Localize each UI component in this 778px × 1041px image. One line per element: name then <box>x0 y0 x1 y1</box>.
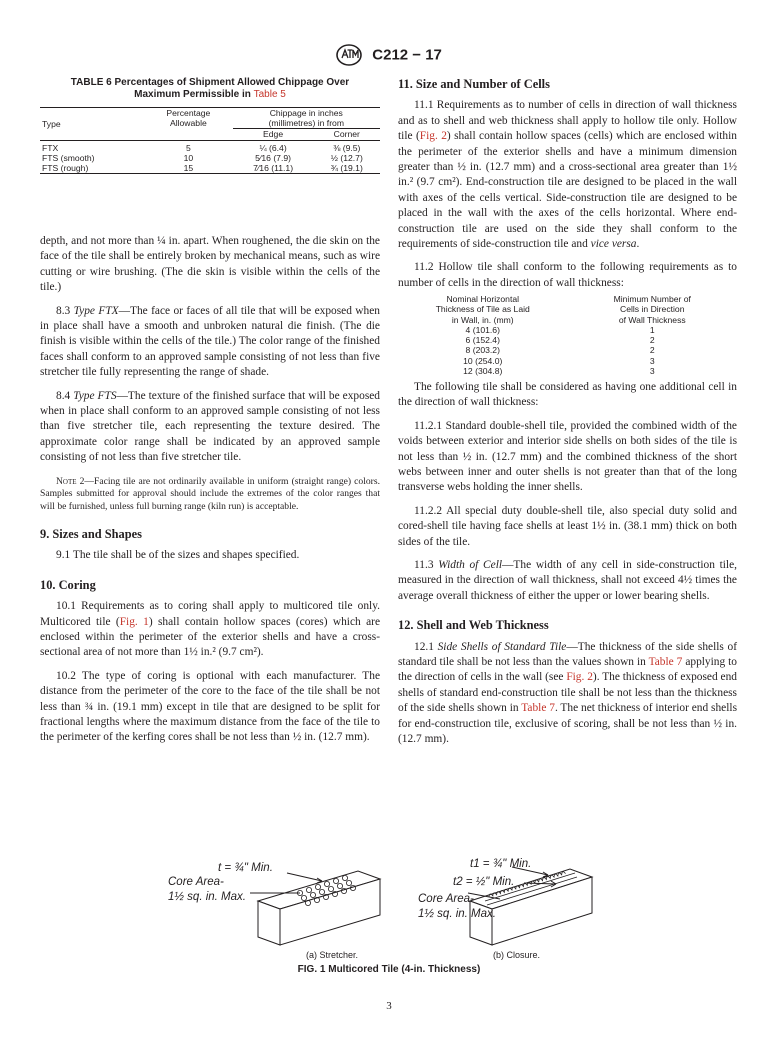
paragraph-10-2: 10.2 The type of coring is optional with each manufacturer. The distance from the perimeter of the core to the face of the tile shall be not less than ¾ in. (19.1 mm) except in tile that are designed to be split for fractional lengths where the maximum distance from the face of the tile to the perimeter of the kerfing cores shall be not less than ½ in. (12.7 mm). <box>40 669 380 744</box>
table6 <box>40 107 380 174</box>
table-cell: 3 <box>649 355 655 366</box>
col-pct-header: Percentage Allowable <box>144 108 232 141</box>
section-10-heading: 10. Coring <box>40 577 96 592</box>
table-cell: ¾ (19.1) <box>314 163 380 174</box>
paragraph-12-1: 12.1 Side Shells of Standard Tile—The thickness of the side shells of standard tile shall be not less than the values shown in Table 7 applying to the direction of cells in the wall (see Fig. 2). The thickness of exposed end shells of standard end-construction tile shall be not less than the thickness of the side shells shown in Table 7. The net thickness of interior end shells for end-construction tile, exclusive of scoring, shall be not less than ½ in. (12.7 mm). <box>398 640 738 746</box>
fig2-link[interactable]: Fig. 2 <box>419 130 447 143</box>
figure-1-drawing <box>0 851 778 961</box>
astm-logo-icon <box>336 44 362 66</box>
table6-caption <box>40 77 380 101</box>
table-cell: 6 (152.4) <box>465 335 500 346</box>
right-column <box>398 77 737 747</box>
col-cells-header: Minimum Number of Cells in Direction of Wall Thickness <box>613 294 691 325</box>
table-cell: 1 <box>649 324 655 335</box>
table-cell: 3 <box>649 365 655 376</box>
paragraph-10-1: 10.1 Requirements as to coring shall apply to multicored tile only. Multicored tile (Fig. 1) shall contain hollow spaces (cores) which are enclosed within the perimeter of the exterior shells and have a cross-sectional area of not more than 1½ in.² (9.7 cm²). <box>40 600 380 659</box>
table-cell: 5⁄16 (7.9) <box>255 152 291 163</box>
table-cell: ½ (12.7) <box>330 152 363 163</box>
fig-a-core-label-1: Core Area- <box>168 876 224 888</box>
figure-1-caption: FIG. 1 Multicored Tile (4-in. Thickness) <box>297 964 481 975</box>
page-number: 3 <box>386 1000 392 1012</box>
table-cell: 10 (254.0) <box>463 355 503 366</box>
designation: C212 − 17 <box>372 46 442 64</box>
paragraph-following: The following tile shall be considered as having one additional cell in the direction of wall thickness: <box>398 380 737 409</box>
table6-caption-line1: TABLE 6 Percentages of Shipment Allowed Chippage Over <box>70 77 350 88</box>
paragraph-11-3: 11.3 Width of Cell—The width of any cell in side-construction tile, measured in the direction of wall thickness, shall not exceed 4½ times the average overall thickness of either the upper or lower bearing shells. <box>398 558 737 602</box>
table-cell: 10 <box>183 152 194 163</box>
table7-link[interactable]: Table 7 <box>648 656 683 668</box>
table-cell: 2 <box>649 335 655 346</box>
paragraph-depth: depth, and not more than ¼ in. apart. When roughened, the die skin on the face of the tile shall be entirely broken by mechanical means, such as wire cutting or wire brushing. (The die skin is visible within the cells of the tile.) <box>40 235 380 294</box>
stretcher-tile-drawing <box>250 871 380 945</box>
table-cell: 12 (304.8) <box>463 365 503 376</box>
paragraph-8-4: 8.4 Type FTS—The texture of the finished surface that will be exposed when in place shall conform to an approved sample consisting of not less than five stretcher tile, each representing the texture desired. The approximate color range shall be indicated by an approved sample consisting of not less than five stretcher tile. <box>40 389 380 464</box>
table-cell: FTX <box>42 142 59 153</box>
table-cell: 5 <box>185 142 191 153</box>
table7-link[interactable]: Table 7 <box>521 702 555 715</box>
paragraph-9-1: 9.1 The tile shall be of the sizes and shapes specified. <box>56 549 300 562</box>
fig-a-core-label-2: 1½ sq. in. Max. <box>168 891 246 903</box>
table-cell: 4 (101.6) <box>465 324 500 335</box>
table-cell: ⅜ (9.5) <box>333 142 361 153</box>
table-cell: FTS (smooth) <box>42 152 95 163</box>
table-cell: ¼ (6.4) <box>259 142 287 153</box>
note-2: Note 2—Facing tile are not ordinarily available in uniform (straight range) colors. Samples submitted for approval should include the extremes of the color ranges that will be furnished, unless full burning range (kiln run) is acceptable. <box>40 475 380 512</box>
fig-a-label: (a) Stretcher. <box>306 950 359 960</box>
fig-b-label: (b) Closure. <box>493 950 541 960</box>
fig-b-t1-label: t1 = ¾" Min. <box>470 858 532 870</box>
section-11-heading: 11. Size and Number of Cells <box>398 77 550 91</box>
cells-table <box>398 294 737 376</box>
table-cell: FTS (rough) <box>40 163 144 174</box>
paragraph-11-2-2: 11.2.2 All special duty double-shell tile, also special duty solid and cored-shell tile having face shells at least 1½ in. (38.1 mm) thick on both sides of the tile. <box>398 504 737 548</box>
fig-a-thickness-label: t = ¾" Min. <box>218 862 273 874</box>
section-9-heading: 9. Sizes and Shapes <box>40 526 142 541</box>
paragraph-11-2-1: 11.2.1 Standard double-shell tile, provided the combined width of the voids between exterior and interior side shells on both sides of the tile is not less than ½ in. (12.7 mm) and the combined thickness of the short webs between inner and outer shells is not greater than that of the long transverse webs holding the inner shells. <box>398 419 737 494</box>
fig-b-t2-label: t2 = ½" Min. <box>453 876 515 888</box>
section-12-heading: 12. Shell and Web Thickness <box>398 618 549 633</box>
page-header <box>0 44 778 66</box>
fig2-link[interactable]: Fig. 2 <box>566 671 593 684</box>
table-cell: 15 <box>144 163 232 174</box>
table-cell: 8 (203.2) <box>465 345 500 356</box>
col-type-header: Type <box>40 108 144 141</box>
col-thickness-header: Nominal Horizontal Thickness of Tile as Laid in Wall, in. (mm) <box>435 294 530 325</box>
col-chip-header: Chippage in inches (millimetres) in from <box>233 108 380 129</box>
paragraph-11-1: 11.1 Requirements as to number of cells in direction of wall thickness and as to shell and web thickness shall apply to hollow tile only. Hollow tile (Fig. 2) shall contain hollow spaces (cells) which are enclosed within the perimeter of the exterior shells and have a minimum dimension greater than ½ in. (12.7 mm) and a cross-sectional area greater than 1½ in.² (9.7 cm²). End-construction tile are designed to be placed in the wall with axes of the cells vertical. Side-construction tile are designed to be placed in the wall with the axes of the cells horizontal. Where end-construction tile are used on the side they shall conform to the requirements of side-construction tile and vice versa. <box>398 99 737 251</box>
fig-b-core-label-2: 1½ sq. in. Max. <box>418 908 496 920</box>
left-column <box>40 77 380 174</box>
table5-link[interactable]: Table 5 <box>253 89 286 100</box>
fig1-link[interactable]: Fig. 1 <box>119 615 149 628</box>
col-corner-header: Corner <box>314 129 380 140</box>
left-body <box>40 234 380 746</box>
table-cell: 7⁄16 (11.1) <box>233 163 314 174</box>
table-cell: 2 <box>649 345 655 356</box>
paragraph-8-3: 8.3 Type FTX—The face or faces of all tile that will be exposed when in place shall have a smooth and unbroken natural die finish. (The die finish is visible within the cells of the tile.) The color range of the finished faces shall conform to an approved sample consisting of not less than five stretcher tile fully representing the range of shade. <box>40 304 380 379</box>
fig-b-core-label-1: Core Area- <box>418 893 474 905</box>
table6-caption-line2: Maximum Permissible in <box>134 89 251 100</box>
paragraph-11-2: 11.2 Hollow tile shall conform to the following requirements as to number of cells in the direction of wall thickness: <box>398 261 737 289</box>
col-edge-header: Edge <box>233 129 314 140</box>
